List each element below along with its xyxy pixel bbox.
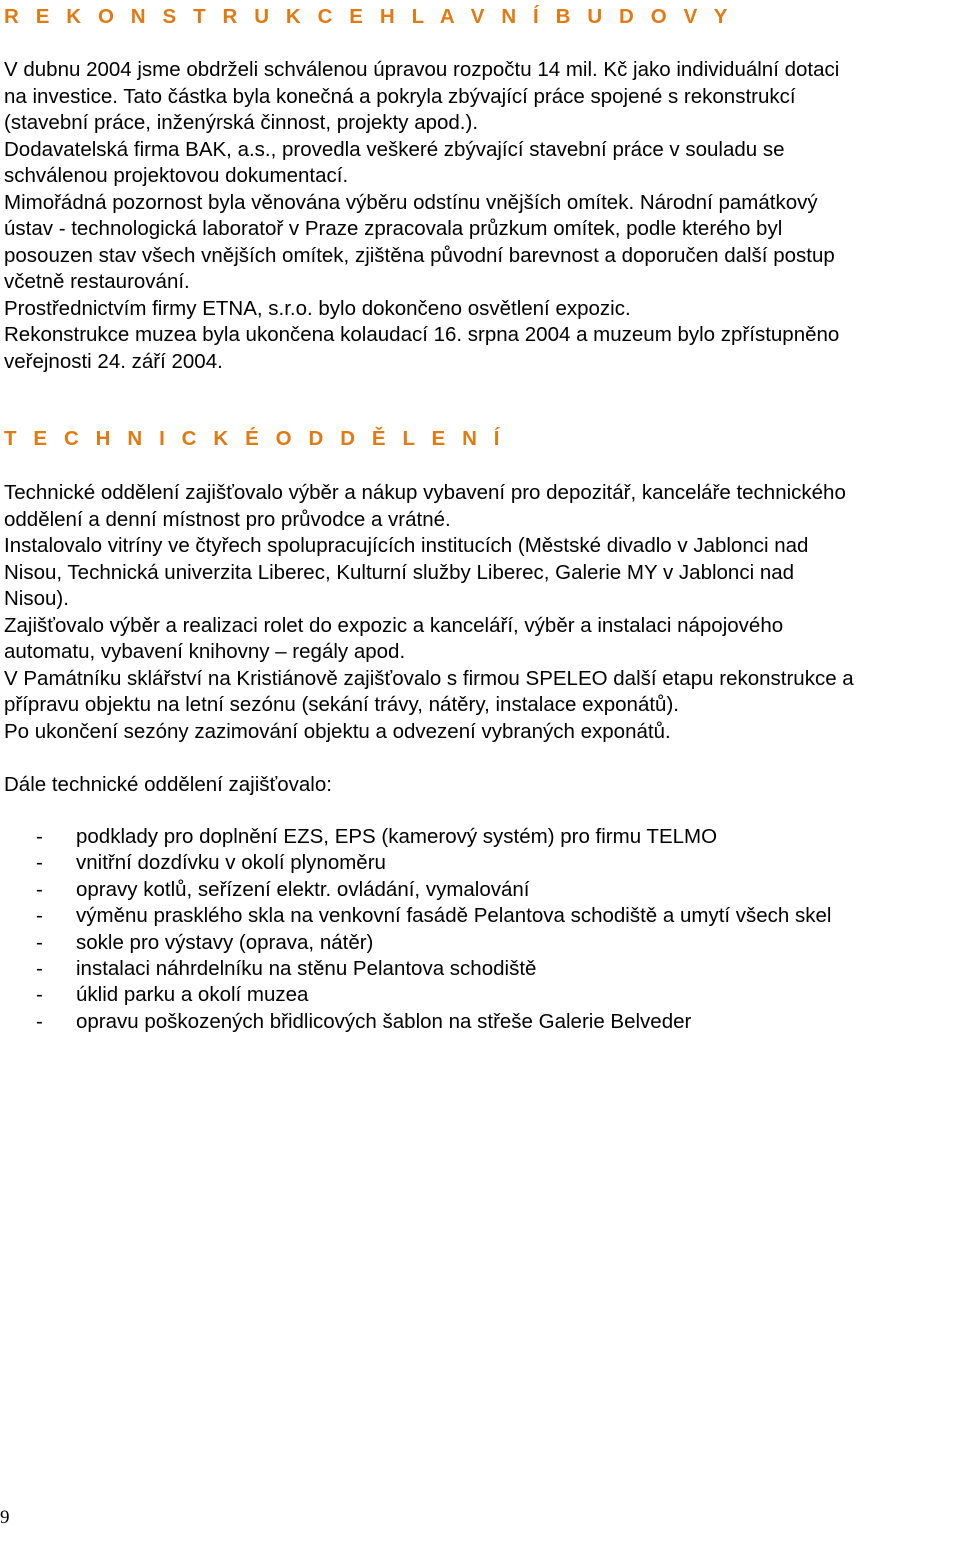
list-bullet-dash: -: [36, 851, 43, 875]
paragraph-line: Rekonstrukce muzea byla ukončena kolaudací 16. srpna 2004 a muzeum bylo zpřístupněno: [4, 323, 840, 346]
list-intro: Dále technické oddělení zajišťovalo:: [4, 773, 332, 796]
paragraph-line: ústav - technologická laboratoř v Praze zpracovala průzkum omítek, podle kterého byl: [4, 217, 783, 240]
list-item-text: vnitřní dozdívku v okolí plynoměru: [76, 851, 386, 875]
paragraph-line: Po ukončení sezóny zazimování objektu a odvezení vybraných exponátů.: [4, 720, 671, 743]
paragraph-line: Nisou, Technická univerzita Liberec, Kulturní služby Liberec, Galerie MY v Jablonci nad: [4, 561, 795, 584]
list-bullet-dash: -: [36, 956, 43, 980]
list-item-text: sokle pro výstavy (oprava, nátěr): [76, 930, 374, 954]
paragraph-line: V Památníku sklářství na Kristiánově zajišťovalo s firmou SPELEO další etapu rekonstrukce a: [4, 667, 854, 690]
paragraph-line: Prostřednictvím firmy ETNA, s.r.o. bylo dokončeno osvětlení expozic.: [4, 297, 631, 320]
paragraph-line: včetně restaurování.: [4, 270, 190, 293]
paragraph-line: posouzen stav všech vnějších omítek, zjištěna původní barevnost a doporučen další postup: [4, 244, 835, 267]
paragraph-line: Dodavatelská firma BAK, a.s., provedla veškeré zbývající stavební práce v souladu se: [4, 138, 785, 161]
paragraph-line: automatu, vybavení knihovny – regály apod.: [4, 640, 406, 663]
list-bullet-dash: -: [36, 904, 43, 928]
paragraph-line: oddělení a denní místnost pro průvodce a vrátné.: [4, 508, 451, 531]
paragraph-line: přípravu objektu na letní sezónu (sekání trávy, nátěry, instalace exponátů).: [4, 693, 679, 716]
paragraph-line: V dubnu 2004 jsme obdrželi schválenou úpravou rozpočtu 14 mil. Kč jako individuální dotaci: [4, 58, 840, 81]
list-bullet-dash: -: [36, 1009, 43, 1033]
paragraph-line: Zajišťovalo výběr a realizaci rolet do expozic a kanceláří, výběr a instalaci nápojového: [4, 614, 784, 637]
paragraph-line: Nisou).: [4, 587, 69, 610]
paragraph-line: veřejnosti 24. září 2004.: [4, 350, 223, 373]
list-item-text: instalaci náhrdelníku na stěnu Pelantova schodiště: [76, 956, 537, 980]
list-item-text: výměnu prasklého skla na venkovní fasádě Pelantova schodiště a umytí všech skel: [76, 904, 832, 928]
paragraph-line: Technické oddělení zajišťovalo výběr a nákup vybavení pro depozitář, kanceláře technického: [4, 481, 846, 504]
paragraph-line: (stavební práce, inženýrská činnost, projekty apod.).: [4, 111, 479, 134]
list-item-text: opravy kotlů, seřízení elektr. ovládání, vymalování: [76, 877, 530, 901]
paragraph-line: na investice. Tato částka byla konečná a pokryla zbývající práce spojené s rekonstrukcí: [4, 85, 796, 108]
paragraph-line: schválenou projektovou dokumentací.: [4, 164, 349, 187]
paragraph-line: Mimořádná pozornost byla věnována výběru odstínu vnějších omítek. Národní památkový: [4, 191, 818, 214]
list-bullet-dash: -: [36, 825, 43, 848]
page-number: 9: [0, 1507, 10, 1528]
paragraph-line: Instalovalo vitríny ve čtyřech spolupracujících institucích (Městské divadlo v Jablonci nad: [4, 534, 809, 557]
list-item-text: úklid parku a okolí muzea: [76, 983, 309, 1007]
section-heading-rekonstrukce: R E K O N S T R U K C E H L A V N Í B U D O V Y: [4, 5, 734, 28]
list-item-text: opravu poškozených břidlicových šablon na střeše Galerie Belveder: [76, 1009, 692, 1033]
list-bullet-dash: -: [36, 983, 43, 1007]
list-bullet-dash: -: [36, 930, 43, 954]
list-bullet-dash: -: [36, 877, 43, 901]
list-item-text: podklady pro doplnění EZS, EPS (kamerový systém) pro firmu TELMO: [76, 825, 718, 848]
section-heading-technicke-oddeleni: T E C H N I C K É O D D Ě L E N Í: [4, 427, 506, 450]
